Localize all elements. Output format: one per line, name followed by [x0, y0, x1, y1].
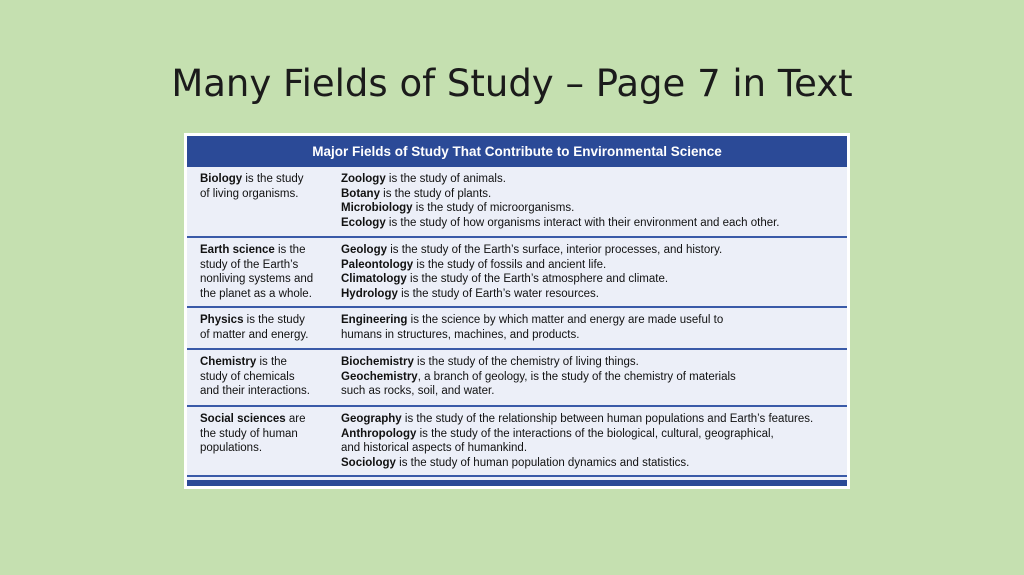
fields-table-body: [187, 136, 847, 486]
subfield-entry: Geology is the study of the Earth’s surface, interior processes, and history.: [341, 244, 723, 256]
subfield-entry: Hydrology is the study of Earth’s water resources.: [341, 287, 600, 300]
field-cell: Earth science is the study of the Earth’s nonliving systems and the planet as a whole.: [200, 244, 314, 300]
subfield-cell: [336, 238, 847, 306]
table-row-physics: [187, 308, 847, 350]
table-row-chemistry: [187, 350, 847, 407]
table-row-biology: [187, 167, 847, 238]
table-row-social-sciences: [187, 407, 847, 477]
field-cell: Chemistry is the study of chemicals and their interactions.: [200, 356, 310, 397]
subfield-entry: Anthropology is the study of the interactions of the biological, cultural, geographical,: [341, 427, 774, 440]
field-term: Physics: [200, 314, 244, 326]
field-term: Social sciences: [200, 413, 286, 425]
subfield-entry: Paleontology is the study of fossils and ancient life.: [341, 258, 607, 271]
subfield-entry: Geography is the study of the relationship between human populations and Earth’s features.: [341, 413, 814, 425]
subfield-cell: [336, 167, 847, 236]
subfield-cell: Biochemistry is the study of the chemistry of living things. Geochemistry, a branch of geology, is the study of the chemistry of materials such as rocks, soil, and water.: [336, 350, 847, 405]
subfield-entry: Geochemistry, a branch of geology, is the study of the chemistry of materials: [341, 370, 736, 383]
field-cell: Physics is the study of matter and energy.: [200, 314, 309, 341]
subfield-entry: Sociology is the study of human population dynamics and statistics.: [341, 456, 690, 469]
subfield-entry: Botany is the study of plants.: [341, 187, 492, 200]
table-row-earth-science: [187, 238, 847, 308]
field-cell: Social sciences are the study of human populations.: [200, 413, 306, 454]
subfield-entry: Biochemistry is the study of the chemistry of living things.: [341, 356, 639, 368]
field-term: Chemistry: [200, 356, 257, 368]
subfield-entry: Zoology is the study of animals.: [341, 173, 506, 185]
subfield-entry: Microbiology is the study of microorganisms.: [341, 202, 575, 214]
subfield-entry: Ecology is the study of how organisms interact with their environment and each other.: [341, 216, 780, 229]
table-header: Major Fields of Study That Contribute to Environmental Science: [187, 136, 847, 167]
field-term: Earth science: [200, 244, 275, 256]
field-cell: Biology is the study of living organisms.: [200, 173, 304, 200]
subfield-entry: Climatology is the study of the Earth’s atmosphere and climate.: [341, 273, 669, 285]
table-footer-bar: [187, 480, 847, 486]
fields-table: [184, 133, 850, 489]
subfield-cell: Engineering is the science by which matter and energy are made useful to humans in structures, machines, and products.: [336, 308, 847, 348]
field-term: Biology: [200, 173, 243, 185]
subfield-cell: Geography is the study of the relationship between human populations and Earth’s features. Anthropology is the study of the interactions of the biological, cultural, geographical, and historical aspects of humankind. Sociology is the study of human population dynamics and statistics.: [336, 407, 847, 475]
subfield-entry: Engineering is the science by which matter and energy are made useful to: [341, 314, 724, 326]
slide-title: Many Fields of Study – Page 7 in Text: [171, 62, 853, 105]
